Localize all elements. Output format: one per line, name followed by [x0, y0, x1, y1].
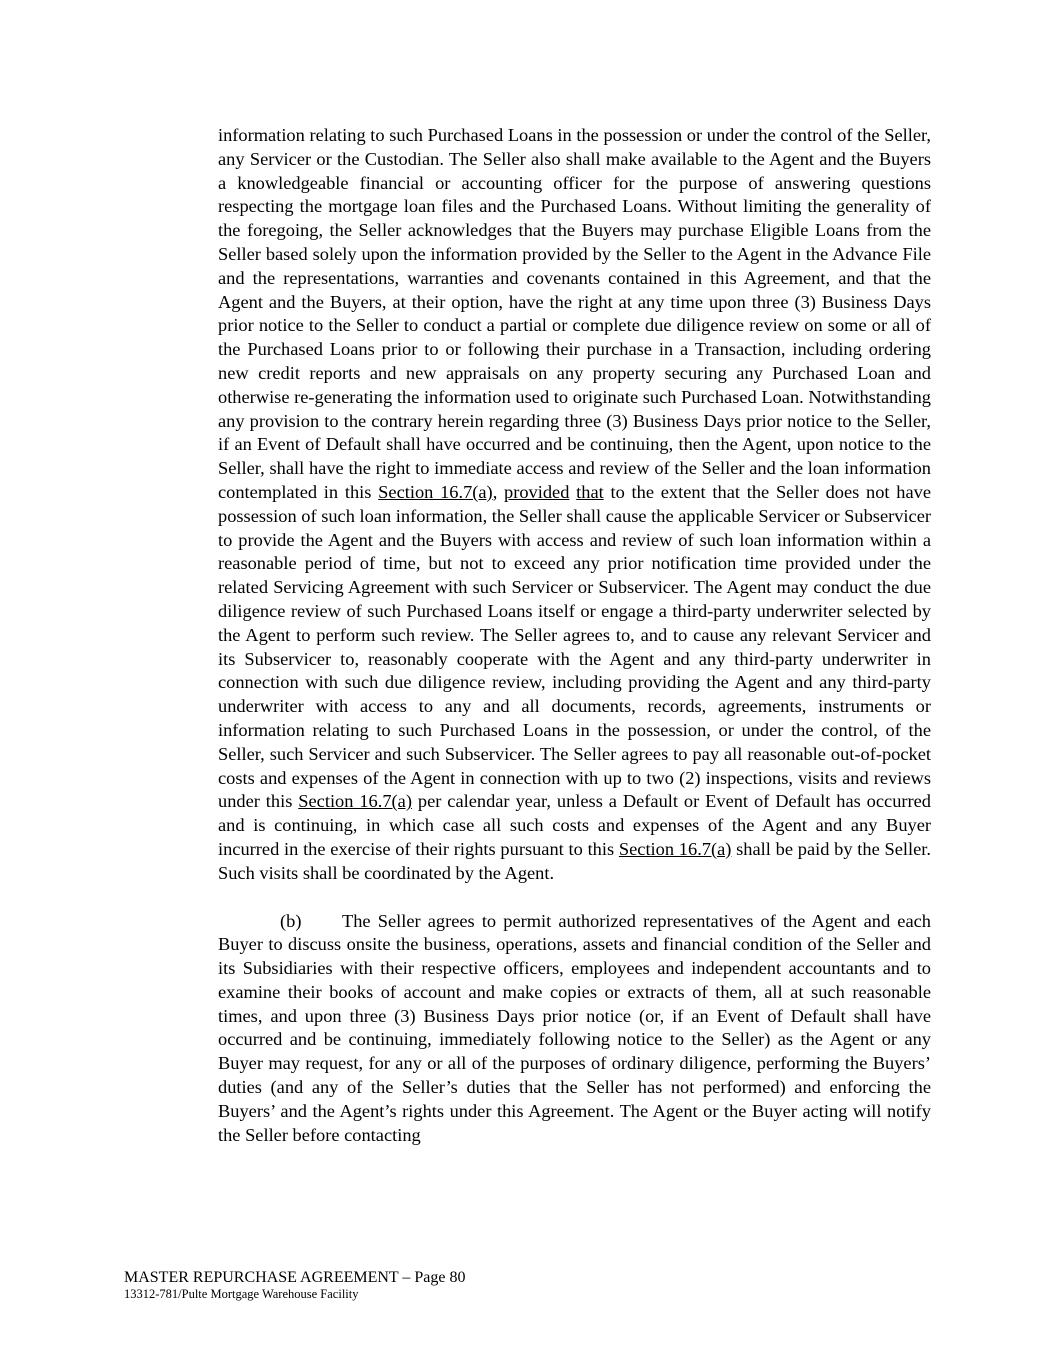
- text-segment: ,: [492, 481, 505, 502]
- text-segment: shall be paid by the Seller. Such visits shall be coordinated by the Agent.: [218, 838, 931, 883]
- document-body: [218, 124, 931, 1147]
- page-footer: [124, 1268, 724, 1302]
- section-reference: Section 16.7(a): [298, 791, 412, 812]
- paragraph-b: [218, 910, 931, 1148]
- paragraph-label: (b): [280, 910, 302, 931]
- text-segment: to the extent that the Seller does not have possession of such loan information, the Seller shall cause the applicable Servicer or Subservicer to provide the Agent and the Buyers with access and review of such loan information within a reasonable period of time, but not to exceed any prior notification time provided under the related Servicing Agreement with such Servicer or Subservicer. The Agent may conduct the due diligence review of such Purchased Loans itself or engage a third-party underwriter selected by the Agent to perform such review. The Seller agrees to, and to cause any relevant Servicer and its Subservicer to, reasonably cooperate with the Agent and any third-party underwriter in connection with such due diligence review, including providing the Agent and any third-party underwriter with access to any and all documents, records, agreements, instruments or information relating to such Purchased Loans in the possession, or under the control, of the Seller, such Servicer and such Subservicer. The Seller agrees to pay all reasonable out-of-pocket costs and expenses of the Agent in connection with up to two (2) inspections, visits and reviews under this: [218, 481, 931, 812]
- text-segment: per calendar year, unless a Default or Event of Default has occurred and is continuing, in which case all such costs and expenses of the Agent and any Buyer incurred in the exercise of their rights pursuant to this: [218, 791, 932, 859]
- paragraph-b-text: The Seller agrees to permit authorized representatives of the Agent and each Buyer to discuss onsite the business, operations, assets and financial condition of the Seller and its Subsidiaries with their respective officers, employees and independent accountants and to examine their books of account and make copies or extracts of them, all at such reasonable times, and upon three (3) Business Days prior notice (or, if an Event of Default shall have occurred and be continuing, immediately following notice to the Seller) as the Agent or any Buyer may request, for any or all of the purposes of ordinary diligence, performing the Buyers’ duties (and any of the Seller’s duties that the Seller has not performed) and enforcing the Buyers’ and the Agent’s rights under this Agreement. The Agent or the Buyer acting will notify the Seller before contacting: [218, 910, 931, 1145]
- text-segment: information relating to such Purchased Loans in the possession or under the control of the Seller, any Servicer or the Custodian. The Seller also shall make available to the Agent and the Buyers a knowledgeable financial or accounting officer for the purpose of answering questions respecting the mortgage loan files and the Purchased Loans. Without limiting the generality of the foregoing, the Seller acknowledges that the Buyers may purchase Eligible Loans from the Seller based solely upon the information provided by the Seller to the Agent in the Advance File and the representations, warranties and covenants contained in this Agreement, and that the Agent and the Buyers, at their option, have the right at any time upon three (3) Business Days prior notice to the Seller to conduct a partial or complete due diligence review on some or all of the Purchased Loans prior to or following their purchase in a Transaction, including ordering new credit reports and new appraisals on any property securing any Purchased Loan and otherwise re-generating the information used to originate such Purchased Loan. Notwithstanding any provision to the contrary herein regarding three (3) Business Days prior notice to the Seller, if an Event of Default shall have occurred and be continuing, then the Agent, upon notice to the Seller, shall have the right to immediate access and review of the Seller and the loan information contemplated in this: [218, 125, 931, 502]
- that-term: that: [576, 481, 604, 502]
- footer-reference: 13312-781/Pulte Mortgage Warehouse Facility: [124, 1287, 359, 1301]
- section-reference: Section 16.7(a): [378, 481, 493, 502]
- provided-term: provided: [504, 481, 570, 502]
- paragraph-a-continuation: [218, 124, 931, 886]
- footer-title: MASTER REPURCHASE AGREEMENT – Page 80: [124, 1269, 466, 1286]
- section-reference: Section 16.7(a): [618, 838, 732, 859]
